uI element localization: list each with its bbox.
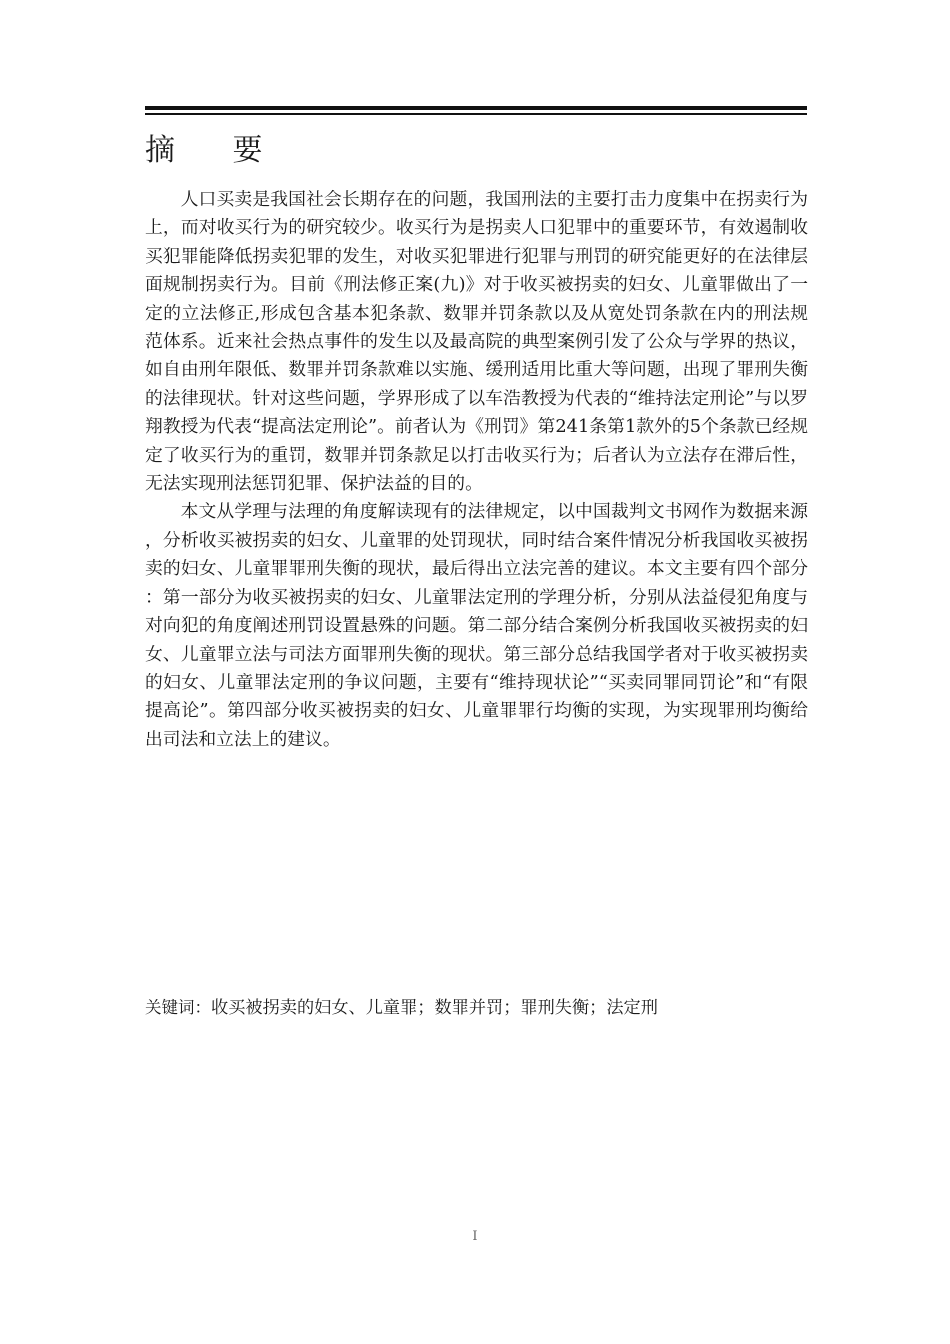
abstract-title: 摘 要 (145, 133, 287, 168)
keywords-value: 收买被拐卖的妇女、儿童罪；数罪并罚；罪刑失衡；法定刑 (211, 998, 658, 1018)
abstract-body (145, 186, 808, 754)
page-number: I (472, 1229, 478, 1244)
header-rule-thin (145, 113, 807, 115)
keywords-line (145, 994, 808, 1022)
abstract-paragraph-2: 本文从学理与法理的角度解读现有的法律规定，以中国裁判文书网作为数据来源，分析收买被拐卖的妇女、儿童罪的处罚现状，同时结合案件情况分析我国收买被拐卖的妇女、儿童罪罪刑失衡的现状，最后得出立法完善的建议。本文主要有四个部分：第一部分为收买被拐卖的妇女、儿童罪法定刑的学理分析，分别从法益侵犯角度与对向犯的角度阐述刑罚设置悬殊的问题。第二部分结合案例分析我国收买被拐卖的妇女、儿童罪立法与司法方面罪刑失衡的现状。第三部分总结我国学者对于收买被拐卖的妇女、儿童罪法定刑的争议问题，主要有“维持现状论”“买卖同罪同罚论”和“有限提高论”。第四部分收买被拐卖的妇女、儿童罪罪行均衡的实现，为实现罪刑均衡给出司法和立法上的建议。 (145, 501, 808, 750)
header-rule-thick (145, 106, 807, 110)
abstract-paragraph-1: 人口买卖是我国社会长期存在的问题，我国刑法的主要打击力度集中在拐卖行为上，而对收买行为的研究较少。收买行为是拐卖人口犯罪中的重要环节，有效遏制收买犯罪能降低拐卖犯罪的发生，对收买犯罪进行犯罪与刑罚的研究能更好的在法律层面规制拐卖行为。目前《刑法修正案(九)》对于收买被拐卖的妇女、儿童罪做出了一定的立法修正,形成包含基本犯条款、数罪并罚条款以及从宽处罚条款在内的刑法规范体系。近来社会热点事件的发生以及最高院的典型案例引发了公众与学界的热议，如自由刑年限低、数罪并罚条款难以实施、缓刑适用比重大等问题，出现了罪刑失衡的法律现状。针对这些问题，学界形成了以车浩教授为代表的“维持法定刑论”与以罗翔教授为代表“提高法定刑论”。前者认为《刑罚》第241条第1款外的5个条款已经规定了收买行为的重罚，数罪并罚条款足以打击收买行为；后者认为立法存在滞后性，无法实现刑法惩罚犯罪、保护法益的目的。 (145, 189, 808, 495)
keywords-label: 关键词： (145, 998, 211, 1017)
